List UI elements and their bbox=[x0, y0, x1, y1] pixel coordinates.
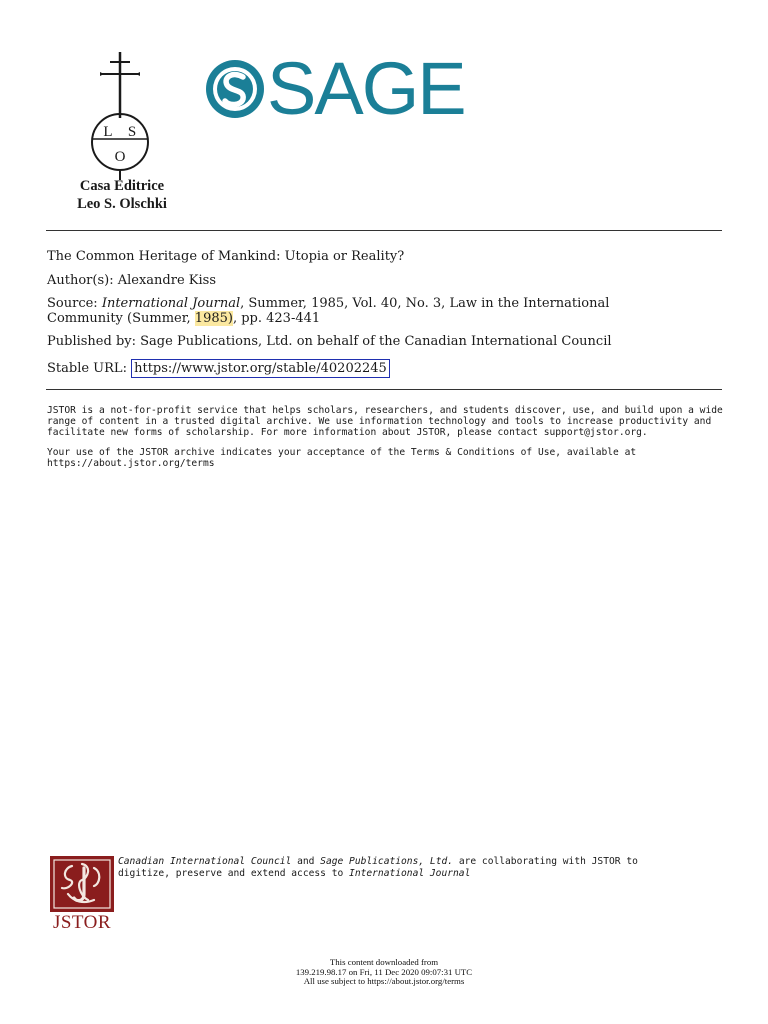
collaboration-statement bbox=[118, 856, 678, 880]
article-author: Alexandre Kiss bbox=[117, 273, 217, 288]
footer-line-2: 139.219.98.17 on Fri, 11 Dec 2020 09:07:31 UTC bbox=[295, 966, 473, 977]
article-published-line bbox=[47, 334, 612, 350]
notice-line: range of content in a trusted digital archive. We use information technology and tools to increase productivity and bbox=[47, 416, 712, 427]
collab-text2: digitize, preserve and extend access to bbox=[118, 868, 344, 879]
collab-text1: are collaborating with JSTOR to bbox=[458, 856, 638, 867]
olschki-publisher-logo bbox=[52, 50, 192, 215]
seal-letter-o: O bbox=[114, 149, 126, 165]
stable-url-link[interactable]: https://www.jstor.org/stable/40202245 bbox=[131, 359, 390, 378]
stable-url-label: Stable URL: bbox=[47, 361, 127, 376]
terms-notice-paragraph bbox=[47, 447, 727, 469]
collaboration-line-2 bbox=[118, 868, 678, 880]
olschki-line-1: Casa Editrice bbox=[79, 178, 165, 194]
jstor-emblem-icon bbox=[50, 856, 114, 912]
footer-line-3: All use subject to https://about.jstor.org/terms bbox=[303, 976, 465, 986]
sage-wordmark: SAGE bbox=[267, 47, 465, 130]
collab-org1: Canadian International Council bbox=[118, 856, 292, 867]
author-label: Author(s): bbox=[47, 273, 114, 288]
seal-letter-s: S bbox=[127, 124, 137, 140]
jstor-logo bbox=[50, 856, 114, 936]
published-label: Published by: bbox=[47, 334, 136, 349]
source-line2-pre: Community (Summer, bbox=[47, 311, 191, 326]
terms-link[interactable]: https://about.jstor.org/terms bbox=[47, 458, 215, 469]
collab-org2: Sage Publications, Ltd. bbox=[320, 856, 454, 867]
source-journal: International Journal bbox=[101, 296, 241, 311]
footer-line-1: This content downloaded from bbox=[329, 957, 439, 967]
seal-letter-l: L bbox=[103, 124, 113, 140]
article-title: The Common Heritage of Mankind: Utopia or Reality? bbox=[47, 249, 405, 264]
collab-and: and bbox=[297, 856, 315, 867]
article-stable-url-line bbox=[47, 361, 390, 377]
article-publisher: Sage Publications, Ltd. on behalf of the Canadian International Council bbox=[140, 334, 612, 349]
article-author-line bbox=[47, 273, 216, 289]
sage-logo bbox=[205, 47, 475, 130]
jstor-notice-paragraph bbox=[47, 405, 727, 438]
olschki-line-2: Leo S. Olschki bbox=[77, 196, 167, 212]
notice-line: facilitate new forms of scholarship. For more information about JSTOR, please contact support@jstor.org. bbox=[47, 427, 648, 438]
notice-line: JSTOR is a not-for-profit service that helps scholars, researchers, and students discover, use, and build upon a wide bbox=[47, 405, 723, 416]
article-source-line-2 bbox=[47, 311, 320, 327]
jstor-wordmark: JSTOR bbox=[52, 912, 112, 933]
source-label: Source: bbox=[47, 296, 98, 311]
download-footer bbox=[0, 958, 768, 987]
middle-divider bbox=[46, 389, 722, 390]
source-rest: , Summer, 1985, Vol. 40, No. 3, Law in the International bbox=[240, 296, 610, 311]
collaboration-line-1 bbox=[118, 856, 678, 868]
top-divider bbox=[46, 230, 722, 231]
article-source-line-1 bbox=[47, 296, 609, 312]
sage-s-circle-icon bbox=[205, 55, 269, 123]
source-year-highlight: 1985) bbox=[194, 311, 233, 326]
collab-journal: International Journal bbox=[349, 868, 471, 879]
source-line2-post: , pp. 423-441 bbox=[232, 311, 321, 326]
notice-line: Your use of the JSTOR archive indicates your acceptance of the Terms & Conditions of Use, available at bbox=[47, 447, 637, 458]
